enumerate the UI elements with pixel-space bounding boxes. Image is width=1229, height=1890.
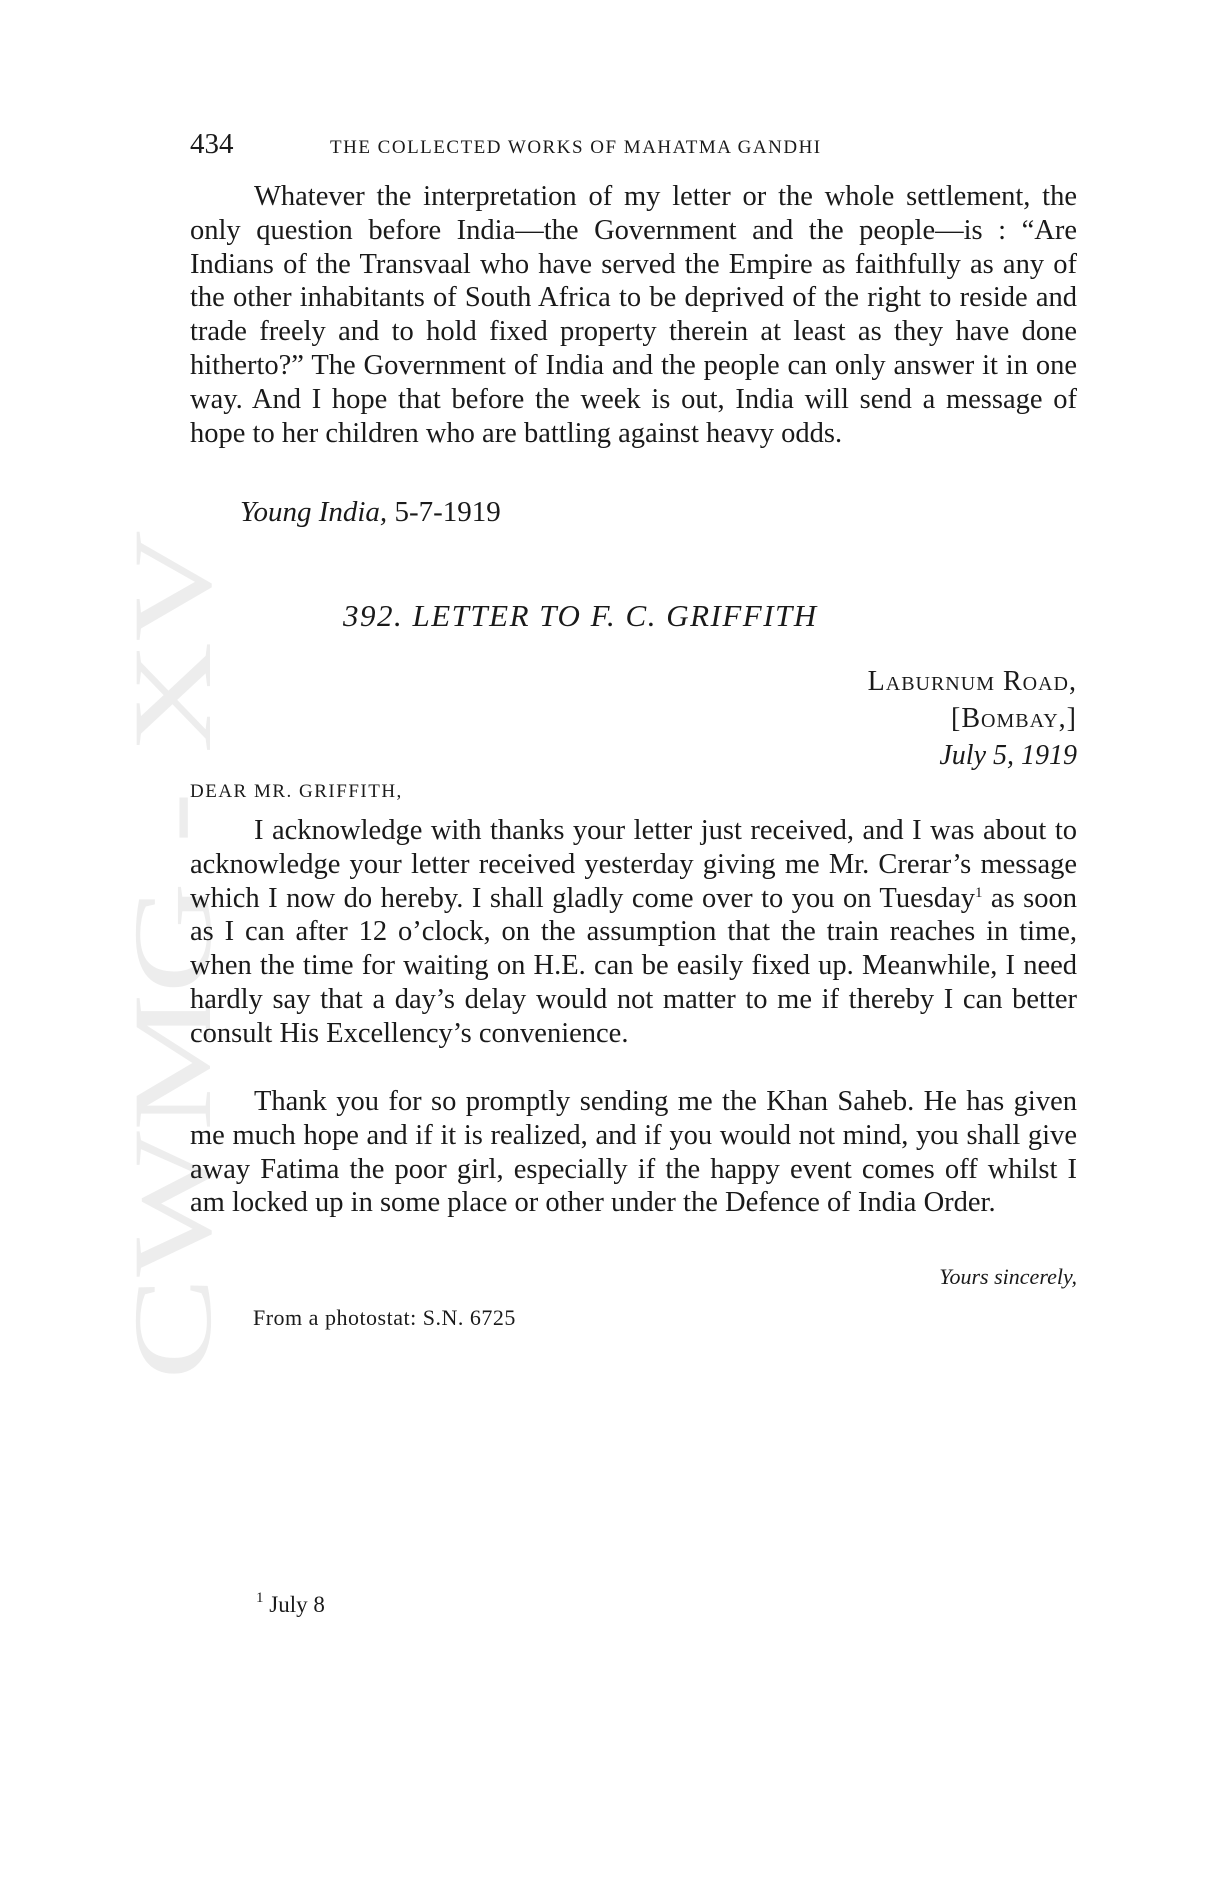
source-note: From a photostat: S.N. 6725 xyxy=(253,1305,516,1330)
watermark-text: CWMG - XV xyxy=(111,764,235,1380)
footnote-number: 1 xyxy=(256,1590,264,1606)
footnote xyxy=(256,1592,325,1618)
source-citation xyxy=(240,496,501,529)
footnote-text: July 8 xyxy=(269,1592,325,1617)
citation-date: 5-7-1919 xyxy=(394,496,501,528)
letter-address xyxy=(868,663,1077,774)
letter-text-continued: as soon as I can after 12 o’clock, on the assumption that the train reaches in time, when the time for waiting on H.E. can be easily fixed up. Meanwhile, I need hardly say that a day’s delay would not matter to me if thereby I can better consult His Excellency’s convenience. xyxy=(190,882,1077,1049)
citation-publication: Young India, xyxy=(240,496,388,528)
address-line-2: [Bombay,] xyxy=(951,703,1077,734)
salutation: DEAR MR. GRIFFITH, xyxy=(190,781,403,802)
letter-paragraph-2: Thank you for so promptly sending me the Khan Saheb. He has given me much hope and if it is realized, and if you would not mind, you shall give away Fatima the poor girl, especially if the happy event comes off whilst I am locked up in some place or other under the Defence of India Order. xyxy=(190,1086,1077,1219)
document-title: 392. LETTER TO F. C. GRIFFITH xyxy=(343,598,818,633)
page-header xyxy=(190,128,1080,168)
footnote-marker: 1 xyxy=(974,884,983,901)
running-head: THE COLLECTED WORKS OF MAHATMA GANDHI xyxy=(330,137,822,158)
letter-text: I acknowledge with thanks your letter just received, and I was about to acknowledge your letter received yesterday giving me Mr. Crerar’s message which I now do hereby. I shall gladly come over to you on Tuesday xyxy=(190,815,1077,914)
letter-date: July 5, 1919 xyxy=(939,740,1077,771)
closing: Yours sincerely, xyxy=(939,1264,1077,1289)
address-line-1: Laburnum Road, xyxy=(867,666,1077,697)
body-paragraph: Whatever the interpretation of my letter or the whole settlement, the only question before India—the Government and the people—is : “Are Indians of the Transvaal who have served the Empire as faithfully as any of the other inhabitants of South Africa to be deprived of the right to reside and trade freely and to hold fixed property therein at least as they have done hitherto?” The Government of India and the people can only answer it in one way. And I hope that before the week is out, India will send a message of hope to her children who are battling against heavy odds. xyxy=(190,181,1077,449)
letter-paragraph-1 xyxy=(190,814,1077,1051)
page-number: 434 xyxy=(190,128,234,160)
